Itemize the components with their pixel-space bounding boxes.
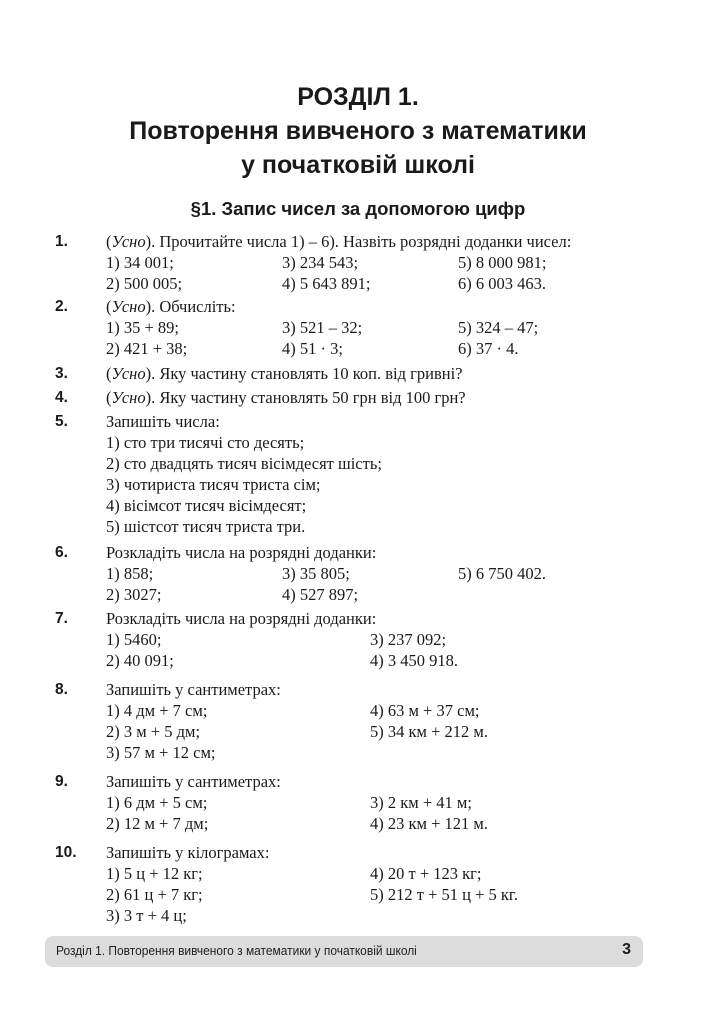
task-number: 2. [55, 298, 68, 315]
task-item: 3) 35 805; [282, 564, 350, 583]
chapter-label: РОЗДІЛ 1. [297, 83, 419, 111]
chapter-title-line2: у початковій школі [241, 151, 475, 179]
task-item: 1) сто три тисячі сто десять; [106, 433, 305, 452]
task-item: 4) 20 т + 123 кг; [370, 864, 482, 883]
task-item: 2) 3027; [106, 585, 162, 604]
task-item: 1) 4 дм + 7 см; [106, 701, 208, 720]
oral-label: Усно [111, 388, 146, 407]
task-item: 6) 37 · 4. [458, 339, 519, 358]
task-item: 3) 521 – 32; [282, 318, 363, 337]
task-item: 4) 23 км + 121 м. [370, 814, 488, 833]
task-text: . Обчисліть: [151, 297, 236, 316]
oral-label: Усно [111, 297, 146, 316]
task-text: Запишіть у кілограмах: [106, 843, 270, 862]
task-text: . Прочитайте числа 1) – 6). Назвіть розрядні доданки чисел: [151, 232, 572, 251]
task-text: Запишіть числа: [106, 412, 220, 431]
task-item: 5) 212 т + 51 ц + 5 кг. [370, 885, 518, 904]
task-item: 5) 34 км + 212 м. [370, 722, 488, 741]
task-text: Запишіть у сантиметрах: [106, 772, 281, 791]
task-item: 5) 6 750 402. [458, 564, 546, 583]
task-text: Запишіть у сантиметрах: [106, 680, 281, 699]
task-item: 2) 421 + 38; [106, 339, 188, 358]
task-item: 1) 35 + 89; [106, 318, 180, 337]
task-item: 2) 61 ц + 7 кг; [106, 885, 203, 904]
task-number: 7. [55, 610, 68, 627]
task-item: 4) 51 · 3; [282, 339, 343, 358]
task-text: Розкладіть числа на розрядні доданки: [106, 543, 377, 562]
task-item: 1) 6 дм + 5 см; [106, 793, 208, 812]
chapter-title [0, 80, 716, 182]
task-number: 3. [55, 365, 68, 382]
task-number: 6. [55, 544, 68, 561]
task-item: 4) 527 897; [282, 585, 359, 604]
chapter-title-line1: Повторення вивченого з математики [129, 117, 587, 145]
task-item: 1) 5460; [106, 630, 162, 649]
footer-chapter-title: Розділ 1. Повторення вивченого з математики у початковій школі [56, 943, 417, 958]
task-item: 3) 57 м + 12 см; [106, 743, 216, 762]
task-item: 3) 237 092; [370, 630, 447, 649]
task-item: 4) 3 450 918. [370, 651, 458, 670]
task-number: 10. [55, 844, 77, 861]
section-heading: §1. Запис чисел за допомогою цифр [190, 198, 526, 219]
task-text: Розкладіть числа на розрядні доданки: [106, 609, 377, 628]
task-item: 4) вісімсот тисяч вісімдесят; [106, 496, 307, 515]
task-item: 1) 5 ц + 12 кг; [106, 864, 203, 883]
task-item: 2) сто двадцять тисяч вісімдесят шість; [106, 454, 382, 473]
task-text: . Яку частину становлять 10 коп. від гривні? [151, 364, 463, 383]
task-item: 3) 2 км + 41 м; [370, 793, 472, 812]
task-item: 1) 34 001; [106, 253, 174, 272]
task-item: 4) 5 643 891; [282, 274, 371, 293]
task-item: 6) 6 003 463. [458, 274, 546, 293]
task-item: 2) 40 091; [106, 651, 174, 670]
task-number: 8. [55, 681, 68, 698]
task-item: 3) 3 т + 4 ц; [106, 906, 187, 925]
task-item: 5) 324 – 47; [458, 318, 539, 337]
task-number: 5. [55, 413, 68, 430]
task-item: 5) шістсот тисяч триста три. [106, 517, 306, 536]
task-item: 1) 858; [106, 564, 154, 583]
oral-label: Усно [111, 364, 146, 383]
task-item: 3) чотириста тисяч триста сім; [106, 475, 321, 494]
task-number: 1. [55, 233, 68, 250]
task-text: . Яку частину становлять 50 грн від 100 грн? [151, 388, 466, 407]
task-item: 2) 3 м + 5 дм; [106, 722, 201, 741]
page-number: 3 [622, 941, 631, 958]
task-number: 4. [55, 389, 68, 406]
page-footer [45, 936, 643, 967]
task-item: 2) 500 005; [106, 274, 183, 293]
task-item: 4) 63 м + 37 см; [370, 701, 480, 720]
task-item: 5) 8 000 981; [458, 253, 547, 272]
task-item: 3) 234 543; [282, 253, 359, 272]
oral-label: Усно [111, 232, 146, 251]
task-number: 9. [55, 773, 68, 790]
task-item: 2) 12 м + 7 дм; [106, 814, 209, 833]
